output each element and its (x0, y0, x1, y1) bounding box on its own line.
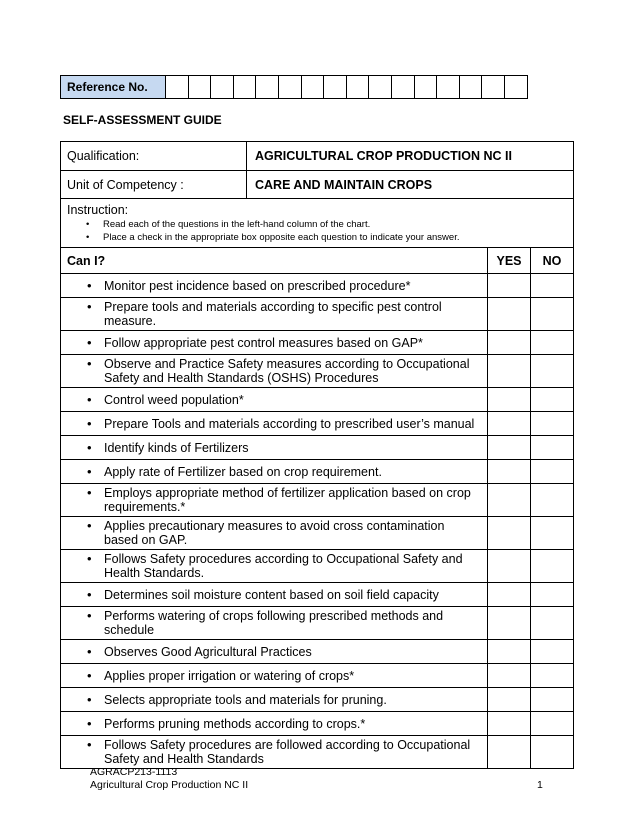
question-row (61, 583, 574, 607)
yes-checkbox-cell[interactable] (488, 688, 531, 712)
question-row (61, 484, 574, 517)
no-checkbox-cell[interactable] (531, 355, 574, 388)
no-checkbox-cell[interactable] (531, 517, 574, 550)
reference-number-cell[interactable] (369, 76, 392, 99)
footer-code: AGRACP213-1113 (90, 766, 178, 778)
yes-checkbox-cell[interactable] (488, 412, 531, 436)
question-row (61, 688, 574, 712)
yes-checkbox-cell[interactable] (488, 517, 531, 550)
yes-checkbox-cell[interactable] (488, 388, 531, 412)
question-row (61, 274, 574, 298)
question-text: Control weed population* (104, 392, 244, 407)
question-row (61, 436, 574, 460)
no-checkbox-cell[interactable] (531, 583, 574, 607)
instruction-line: • Read each of the questions in the left-hand column of the chart. (86, 219, 371, 230)
question-text: Follow appropriate pest control measures based on GAP* (104, 335, 423, 350)
question-cell (61, 736, 488, 769)
bullet-icon: • (87, 391, 92, 407)
no-checkbox-cell[interactable] (531, 712, 574, 736)
bullet-icon: • (87, 485, 92, 500)
reference-number-cell[interactable] (504, 76, 527, 99)
footer-title: Agricultural Crop Production NC II (90, 779, 249, 791)
question-row (61, 736, 574, 769)
question-text: Apply rate of Fertilizer based on crop requirement. (104, 464, 382, 479)
reference-number-row (61, 76, 528, 99)
bullet-icon: • (87, 277, 92, 293)
question-row (61, 640, 574, 664)
question-text: Employs appropriate method of fertilizer application based on crop requirements.* (104, 486, 471, 514)
no-checkbox-cell[interactable] (531, 688, 574, 712)
reference-number-cell[interactable] (482, 76, 505, 99)
reference-number-cell[interactable] (278, 76, 301, 99)
qualification-value: AGRICULTURAL CROP PRODUCTION NC II (247, 142, 574, 171)
question-cell (61, 388, 488, 412)
bullet-icon: • (87, 518, 92, 533)
no-checkbox-cell[interactable] (531, 274, 574, 298)
no-checkbox-cell[interactable] (531, 550, 574, 583)
reference-number-table (60, 75, 528, 99)
question-text: Observe and Practice Safety measures according to Occupational Safety and Health Standards (OSHS) Procedures (104, 357, 470, 385)
question-cell (61, 607, 488, 640)
yes-checkbox-cell[interactable] (488, 355, 531, 388)
question-text: Selects appropriate tools and materials for pruning. (104, 692, 387, 707)
reference-number-cell[interactable] (233, 76, 256, 99)
no-checkbox-cell[interactable] (531, 736, 574, 769)
question-row (61, 550, 574, 583)
no-checkbox-cell[interactable] (531, 460, 574, 484)
question-cell (61, 688, 488, 712)
question-row (61, 355, 574, 388)
footer (90, 766, 248, 792)
question-row (61, 460, 574, 484)
question-cell (61, 355, 488, 388)
question-text: Prepare Tools and materials according to prescribed user’s manual (104, 416, 475, 431)
question-text: Observes Good Agricultural Practices (104, 644, 312, 659)
page-number: 1 (537, 779, 543, 791)
reference-number-cell[interactable] (188, 76, 211, 99)
question-cell (61, 436, 488, 460)
qualification-row (61, 142, 574, 171)
yes-checkbox-cell[interactable] (488, 331, 531, 355)
yes-checkbox-cell[interactable] (488, 664, 531, 688)
question-text: Applies proper irrigation or watering of crops* (104, 668, 355, 683)
bullet-icon: • (87, 334, 92, 350)
no-checkbox-cell[interactable] (531, 640, 574, 664)
question-row (61, 298, 574, 331)
question-cell (61, 331, 488, 355)
reference-number-cell[interactable] (256, 76, 279, 99)
question-cell (61, 550, 488, 583)
no-checkbox-cell[interactable] (531, 331, 574, 355)
no-checkbox-cell[interactable] (531, 436, 574, 460)
reference-number-cell[interactable] (211, 76, 234, 99)
bullet-icon: • (87, 667, 92, 683)
yes-checkbox-cell[interactable] (488, 436, 531, 460)
reference-number-label: Reference No. (61, 76, 166, 99)
question-cell (61, 664, 488, 688)
question-text: Prepare tools and materials according to specific pest control measure. (104, 300, 442, 328)
yes-checkbox-cell[interactable] (488, 583, 531, 607)
reference-number-cell[interactable] (301, 76, 324, 99)
yes-checkbox-cell[interactable] (488, 274, 531, 298)
yes-checkbox-cell[interactable] (488, 736, 531, 769)
question-text: Follows Safety procedures are followed according to Occupational Safety and Health Standards (104, 738, 471, 766)
yes-checkbox-cell[interactable] (488, 712, 531, 736)
question-text: Performs watering of crops following prescribed methods and schedule (104, 609, 444, 637)
reference-number-cell[interactable] (324, 76, 347, 99)
bullet-icon: • (86, 219, 90, 230)
no-checkbox-cell[interactable] (531, 664, 574, 688)
no-checkbox-cell[interactable] (531, 388, 574, 412)
question-text: Applies precautionary measures to avoid cross contamination based on GAP. (104, 519, 445, 547)
question-cell (61, 298, 488, 331)
question-row (61, 607, 574, 640)
instruction-row (61, 199, 574, 248)
question-cell (61, 712, 488, 736)
yes-checkbox-cell[interactable] (488, 640, 531, 664)
question-row (61, 388, 574, 412)
unit-value: CARE AND MAINTAIN CROPS (247, 171, 574, 199)
no-checkbox-cell[interactable] (531, 412, 574, 436)
unit-row (61, 171, 574, 199)
no-header: NO (531, 248, 574, 274)
qualification-label: Qualification: (61, 142, 247, 171)
bullet-icon: • (87, 299, 92, 314)
self-assessment-table (60, 141, 574, 769)
bullet-icon: • (86, 232, 90, 243)
bullet-icon: • (87, 608, 92, 623)
yes-header: YES (488, 248, 531, 274)
question-row (61, 517, 574, 550)
bullet-icon: • (87, 439, 92, 455)
reference-number-cell[interactable] (437, 76, 460, 99)
bullet-icon: • (87, 737, 92, 752)
bullet-icon: • (87, 586, 92, 602)
yes-checkbox-cell[interactable] (488, 484, 531, 517)
bullet-icon: • (87, 463, 92, 479)
instruction-title: Instruction: (67, 203, 129, 217)
section-title: SELF-ASSESSMENT GUIDE (63, 113, 222, 127)
no-checkbox-cell[interactable] (531, 298, 574, 331)
question-text: Identify kinds of Fertilizers (104, 440, 249, 455)
instruction-cell (61, 199, 574, 248)
question-cell (61, 412, 488, 436)
question-cell (61, 517, 488, 550)
can-i-header: Can I? (61, 248, 488, 274)
reference-number-cell[interactable] (459, 76, 482, 99)
bullet-icon: • (87, 691, 92, 707)
bullet-icon: • (87, 715, 92, 731)
yes-checkbox-cell[interactable] (488, 550, 531, 583)
no-checkbox-cell[interactable] (531, 484, 574, 517)
question-row (61, 712, 574, 736)
bullet-icon: • (87, 356, 92, 371)
bullet-icon: • (87, 551, 92, 566)
reference-number-cell[interactable] (414, 76, 437, 99)
question-text: Monitor pest incidence based on prescribed procedure* (104, 278, 411, 293)
yes-checkbox-cell[interactable] (488, 298, 531, 331)
yes-checkbox-cell[interactable] (488, 460, 531, 484)
bullet-icon: • (87, 415, 92, 431)
question-row (61, 664, 574, 688)
question-cell (61, 274, 488, 298)
no-checkbox-cell[interactable] (531, 607, 574, 640)
bullet-icon: • (87, 643, 92, 659)
question-row (61, 412, 574, 436)
question-row (61, 331, 574, 355)
reference-number-cell[interactable] (166, 76, 189, 99)
reference-number-cell[interactable] (391, 76, 414, 99)
question-cell (61, 460, 488, 484)
instruction-line: • Place a check in the appropriate box opposite each question to indicate your answer. (86, 232, 460, 243)
question-text: Performs pruning methods according to crops.* (104, 716, 366, 731)
question-text: Determines soil moisture content based on soil field capacity (104, 587, 439, 602)
yes-checkbox-cell[interactable] (488, 607, 531, 640)
question-text: Follows Safety procedures according to Occupational Safety and Health Standards. (104, 552, 463, 580)
header-row (61, 248, 574, 274)
question-cell (61, 583, 488, 607)
reference-number-cell[interactable] (346, 76, 369, 99)
question-cell (61, 484, 488, 517)
question-cell (61, 640, 488, 664)
unit-label: Unit of Competency : (61, 171, 247, 199)
